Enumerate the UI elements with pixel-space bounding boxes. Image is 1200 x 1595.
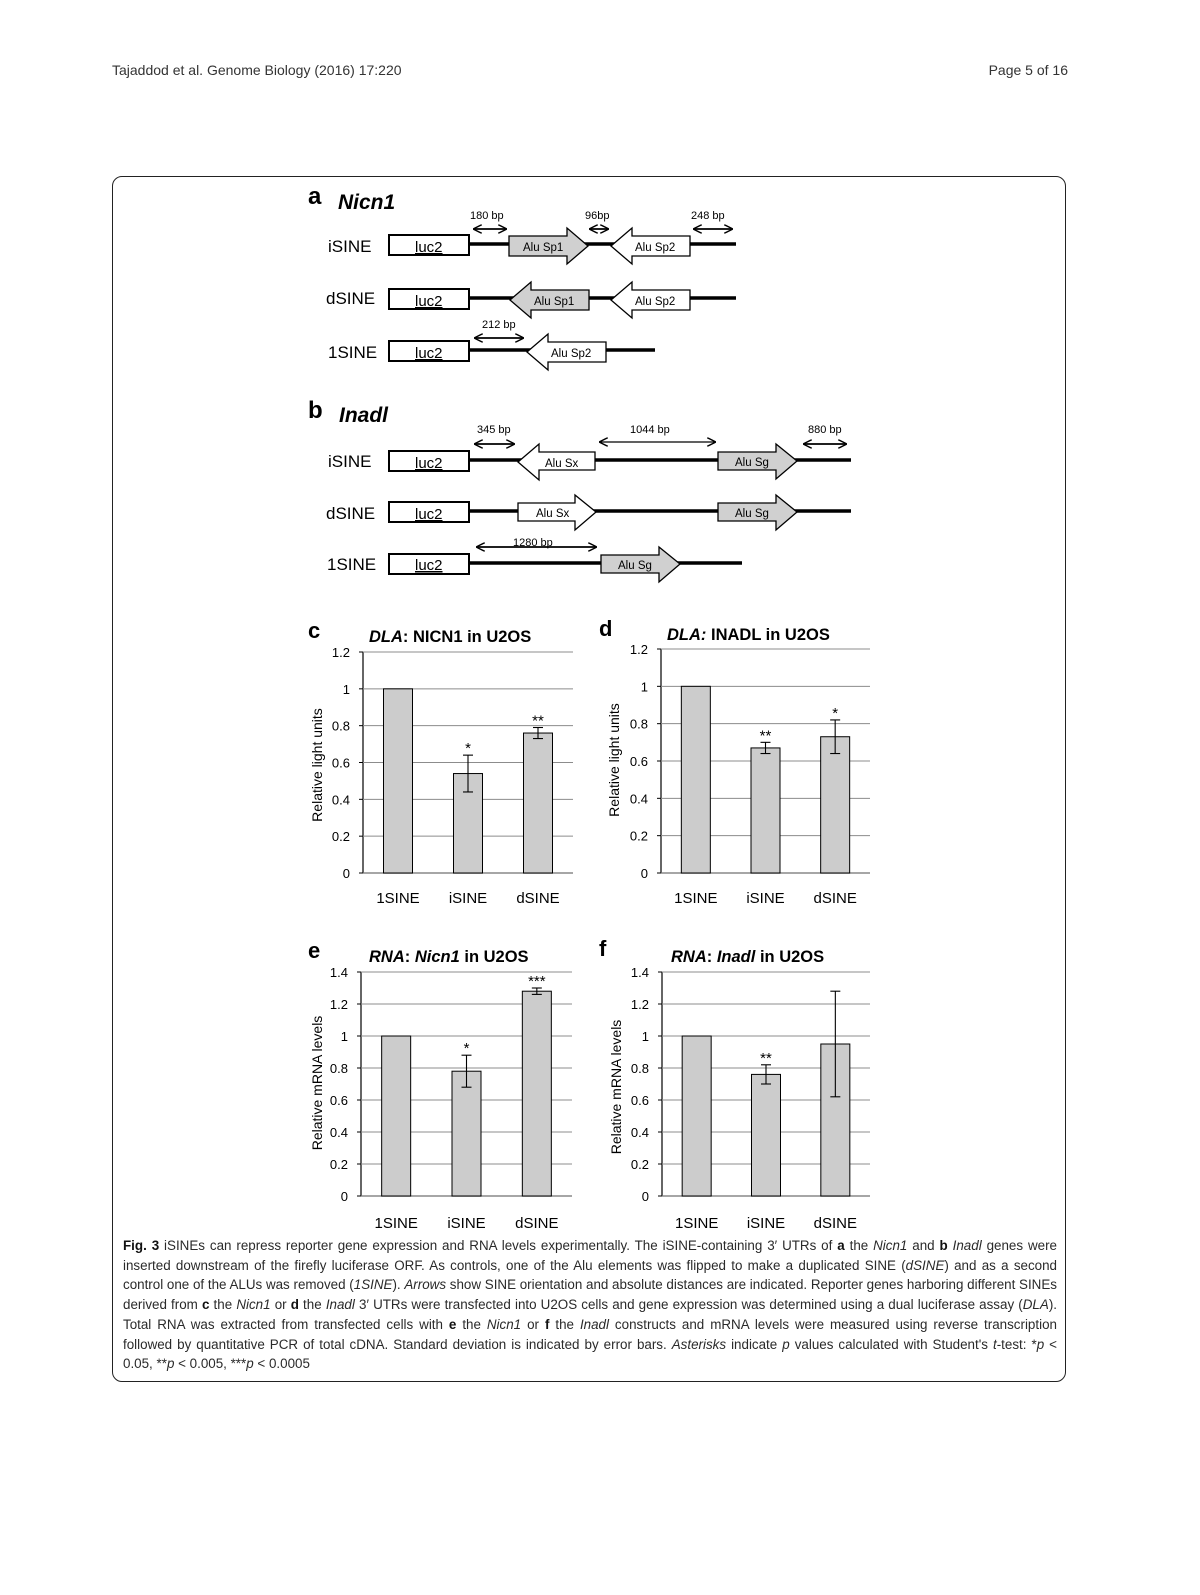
significance-asterisks: * bbox=[465, 740, 471, 758]
dist-212bp: 212 bp bbox=[482, 319, 516, 331]
alu-label: Alu Sg bbox=[735, 508, 769, 520]
alu-label: Alu Sx bbox=[536, 508, 570, 520]
chart-title: DLA: NICN1 in U2OS bbox=[369, 628, 532, 646]
luc2-label: luc2 bbox=[415, 557, 443, 574]
x-tick-label: dSINE bbox=[515, 1215, 559, 1232]
bar-isine bbox=[751, 748, 780, 873]
x-tick-labels bbox=[374, 1215, 558, 1232]
y-tick-label: 1 bbox=[340, 1029, 348, 1044]
bar-dsine bbox=[524, 733, 553, 873]
panel-e-letter: e bbox=[308, 938, 321, 963]
alu-label: Alu Sp1 bbox=[523, 242, 564, 254]
y-tick-label: 0.6 bbox=[629, 754, 648, 769]
y-tick-label: 0.2 bbox=[630, 1157, 649, 1172]
chart-panel-e bbox=[308, 938, 572, 1232]
y-tick-label: 1.4 bbox=[329, 965, 348, 980]
x-tick-labels bbox=[674, 890, 857, 907]
y-tick-label: 0 bbox=[340, 1189, 348, 1204]
significance-asterisks: *** bbox=[528, 973, 546, 990]
row-label-isine: iSINE bbox=[328, 452, 372, 471]
y-tick-label: 0.8 bbox=[331, 718, 350, 734]
row-label-dsine: dSINE bbox=[326, 504, 376, 523]
y-tick-label: 0.8 bbox=[630, 1061, 649, 1076]
dist-180bp: 180 bp bbox=[470, 210, 504, 222]
panel-c-letter: c bbox=[308, 618, 321, 643]
bar-dsine bbox=[821, 737, 850, 873]
alu-label: Alu Sg bbox=[735, 457, 769, 469]
row-label-isine: iSINE bbox=[328, 237, 372, 256]
bar-1sine bbox=[681, 686, 710, 873]
x-tick-label: 1SINE bbox=[374, 1215, 418, 1232]
x-tick-label: 1SINE bbox=[674, 890, 718, 907]
y-axis-label: Relative mRNA levels bbox=[309, 1015, 325, 1151]
y-tick-label: 1.2 bbox=[629, 642, 648, 657]
chart-panel-d bbox=[599, 616, 870, 907]
y-tick-label: 0.6 bbox=[630, 1093, 649, 1108]
panel-a bbox=[308, 183, 736, 370]
y-tick-label: 0.2 bbox=[331, 829, 350, 845]
y-tick-label: 0 bbox=[641, 1189, 649, 1204]
y-tick-label: 0.6 bbox=[329, 1093, 348, 1108]
alu-label: Alu Sp1 bbox=[534, 296, 575, 308]
y-tick-label: 1 bbox=[640, 679, 648, 695]
significance-asterisks: ** bbox=[760, 1049, 772, 1067]
bar-1sine bbox=[682, 1036, 711, 1196]
luc2-label: luc2 bbox=[415, 506, 443, 523]
dist-248bp: 248 bp bbox=[691, 210, 725, 222]
dist-1280bp: 1280 bp bbox=[513, 537, 553, 549]
bar-1sine bbox=[384, 689, 413, 873]
dist-96bp: 96bp bbox=[585, 210, 610, 222]
chart-panel-c bbox=[308, 618, 573, 907]
dist-345bp: 345 bp bbox=[477, 424, 511, 436]
y-tick-label: 0.8 bbox=[329, 1061, 348, 1076]
dist-1044bp: 1044 bp bbox=[630, 424, 670, 436]
y-tick-label: 0.4 bbox=[329, 1125, 348, 1140]
panel-a-gene: Nicn1 bbox=[338, 191, 396, 214]
x-tick-label: iSINE bbox=[447, 1215, 486, 1232]
x-tick-label: iSINE bbox=[448, 890, 488, 907]
bars bbox=[384, 689, 553, 873]
x-tick-label: dSINE bbox=[813, 1215, 858, 1232]
bars bbox=[382, 973, 552, 1196]
bar-dsine bbox=[522, 991, 551, 1196]
x-tick-labels bbox=[376, 890, 559, 907]
y-tick-label: 1 bbox=[342, 681, 350, 697]
panel-b bbox=[308, 397, 851, 582]
panel-b-gene: Inadl bbox=[339, 404, 389, 427]
luc2-label: luc2 bbox=[415, 345, 443, 362]
bars bbox=[682, 991, 850, 1196]
page-number: Page 5 of 16 bbox=[988, 62, 1068, 78]
bar-1sine bbox=[382, 1036, 411, 1196]
panel-d-letter: d bbox=[599, 616, 613, 641]
y-axis-label: Relative light units bbox=[309, 708, 325, 822]
bars bbox=[681, 686, 849, 873]
y-tick-label: 0 bbox=[640, 866, 648, 881]
chart-title: DLA: INADL in U2OS bbox=[667, 626, 830, 644]
y-axis-label: Relative light units bbox=[606, 703, 622, 817]
x-tick-label: iSINE bbox=[746, 890, 785, 907]
significance-asterisks: * bbox=[463, 1040, 470, 1058]
panel-a-letter: a bbox=[308, 183, 322, 210]
alu-label: Alu Sg bbox=[618, 560, 652, 572]
luc2-label: luc2 bbox=[415, 293, 443, 310]
panel-f-letter: f bbox=[599, 936, 607, 961]
x-tick-labels bbox=[675, 1215, 857, 1232]
luc2-label: luc2 bbox=[415, 455, 443, 472]
x-tick-label: iSINE bbox=[746, 1215, 786, 1232]
y-tick-label: 1.2 bbox=[630, 997, 649, 1012]
x-tick-label: dSINE bbox=[516, 890, 560, 907]
running-head-left: Tajaddod et al. Genome Biology (2016) 17:220 bbox=[112, 62, 402, 78]
luc2-label: luc2 bbox=[415, 239, 443, 256]
y-tick-label: 0.8 bbox=[629, 716, 648, 732]
x-tick-label: dSINE bbox=[813, 890, 857, 907]
x-tick-label: 1SINE bbox=[376, 890, 420, 907]
significance-asterisks: ** bbox=[759, 727, 772, 745]
bar-isine bbox=[752, 1074, 781, 1196]
alu-label: Alu Sp2 bbox=[635, 242, 676, 254]
chart-title: RNA: Inadl in U2OS bbox=[671, 948, 825, 966]
y-axis-label: Relative mRNA levels bbox=[608, 1019, 624, 1155]
alu-label: Alu Sx bbox=[545, 458, 579, 470]
y-tick-label: 0.6 bbox=[331, 755, 350, 771]
y-tick-label: 0.4 bbox=[331, 792, 350, 808]
panel-b-letter: b bbox=[308, 397, 323, 424]
row-label-1sine: 1SINE bbox=[327, 555, 377, 574]
chart-panel-f bbox=[599, 936, 870, 1232]
significance-asterisks: * bbox=[832, 704, 839, 722]
y-tick-label: 0.4 bbox=[630, 1125, 649, 1140]
dist-880bp: 880 bp bbox=[808, 424, 842, 436]
y-tick-label: 1 bbox=[641, 1029, 649, 1044]
alu-label: Alu Sp2 bbox=[551, 348, 592, 360]
alu-label: Alu Sp2 bbox=[635, 296, 676, 308]
y-tick-label: 0.2 bbox=[629, 828, 648, 844]
significance-asterisks: ** bbox=[532, 712, 544, 730]
y-tick-label: 1.4 bbox=[630, 965, 649, 980]
row-label-dsine: dSINE bbox=[326, 289, 376, 308]
x-tick-label: 1SINE bbox=[674, 1215, 719, 1232]
figure-caption: Fig. 3 iSINEs can repress reporter gene expression and RNA levels experimentally. The iSINE-containing 3′ UTRs of a the Nicn1 and b Inadl genes were inserted downstream of the firefly luciferase ORF. As controls, one of the Alu elements was flipped to make a duplicated SINE (dSINE) and as a second control one of the ALUs was removed (1SINE). Arrows show SINE orientation and absolute distances are indicated. Reporter genes harboring different SINEs derived from c the Nicn1 or d the Inadl 3′ UTRs were transfected into U2OS cells and gene expression was determined using a dual luciferase assay (DLA). Total RNA was extracted from transfected cells with e the Nicn1 or f the Inadl constructs and mRNA levels were measured using reverse transcription followed by quantitative PCR of total cDNA. Standard deviation is indicated by error bars. Asterisks indicate p values calculated with Student's t-test: *p < 0.05, **p < 0.005, ***p < 0.0005 bbox=[123, 1238, 1058, 1372]
row-label-1sine: 1SINE bbox=[328, 343, 378, 362]
y-tick-label: 1.2 bbox=[329, 997, 348, 1012]
y-tick-label: 0.2 bbox=[329, 1157, 348, 1172]
y-tick-label: 0.4 bbox=[629, 791, 648, 807]
y-tick-label: 1.2 bbox=[331, 645, 350, 660]
chart-title: RNA: Nicn1 in U2OS bbox=[369, 948, 529, 966]
bar-isine bbox=[452, 1071, 481, 1196]
y-tick-label: 0 bbox=[342, 866, 350, 881]
